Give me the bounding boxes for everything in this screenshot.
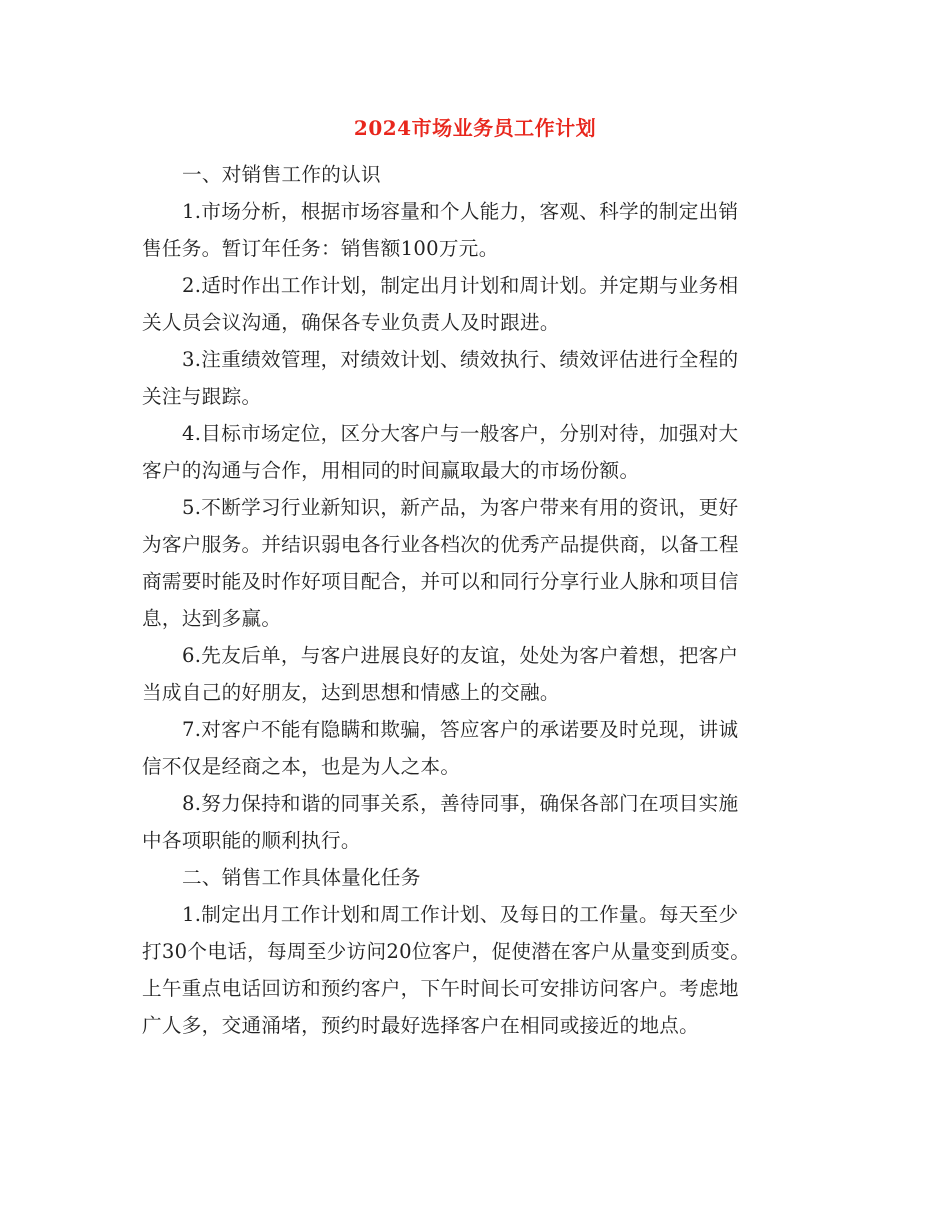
paragraph-line: 中各项职能的顺利执行。 xyxy=(142,829,361,852)
paragraph-first-line: 1.市场分析，根据市场容量和个人能力，客观、科学的制定出销 xyxy=(182,200,739,223)
paragraph-first-line: 5.不断学习行业新知识，新产品，为客户带来有用的资讯，更好 xyxy=(182,496,739,519)
paragraph-first-line: 一、对销售工作的认识 xyxy=(182,163,381,186)
document-body xyxy=(142,156,798,1044)
paragraph-first-line: 8.努力保持和谐的同事关系，善待同事，确保各部门在项目实施 xyxy=(182,792,739,815)
paragraph-line: 上午重点电话回访和预约客户，下午时间长可安排访问客户。考虑地 xyxy=(142,977,739,1000)
document-title: 2024市场业务员工作计划 xyxy=(353,116,597,140)
paragraph-line: 售任务。暂订年任务：销售额100万元。 xyxy=(142,237,499,260)
paragraph-first-line: 4.目标市场定位，区分大客户与一般客户，分别对待，加强对大 xyxy=(182,422,739,445)
paragraph-line: 打30个电话，每周至少访问20位客户，促使潜在客户从量变到质变。 xyxy=(142,940,751,963)
paragraph-line: 关注与跟踪。 xyxy=(142,385,262,408)
paragraph-line: 信不仅是经商之本，也是为人之本。 xyxy=(142,755,461,778)
paragraph-first-line: 3.注重绩效管理，对绩效计划、绩效执行、绩效评估进行全程的 xyxy=(182,348,739,371)
paragraph-line: 息，达到多赢。 xyxy=(142,607,282,630)
paragraph-line: 广人多，交通涌堵，预约时最好选择客户在相同或接近的地点。 xyxy=(142,1014,700,1037)
paragraph-first-line: 2.适时作出工作计划，制定出月计划和周计划。并定期与业务相 xyxy=(182,274,739,297)
paragraph-first-line: 二、销售工作具体量化任务 xyxy=(182,866,421,889)
paragraph-first-line: 7.对客户不能有隐瞒和欺骗，答应客户的承诺要及时兑现，讲诚 xyxy=(182,718,739,741)
paragraph-line: 关人员会议沟通，确保各专业负责人及时跟进。 xyxy=(142,311,560,334)
paragraph-first-line: 6.先友后单，与客户进展良好的友谊，处处为客户着想，把客户 xyxy=(182,644,739,667)
paragraph-line: 当成自己的好朋友，达到思想和情感上的交融。 xyxy=(142,681,560,704)
paragraph-line: 商需要时能及时作好项目配合，并可以和同行分享行业人脉和项目信 xyxy=(142,570,739,593)
paragraph-line: 为客户服务。并结识弱电各行业各档次的优秀产品提供商，以备工程 xyxy=(142,533,739,556)
paragraph-first-line: 1.制定出月工作计划和周工作计划、及每日的工作量。每天至少 xyxy=(182,903,739,926)
paragraph-line: 客户的沟通与合作，用相同的时间赢取最大的市场份额。 xyxy=(142,459,640,482)
